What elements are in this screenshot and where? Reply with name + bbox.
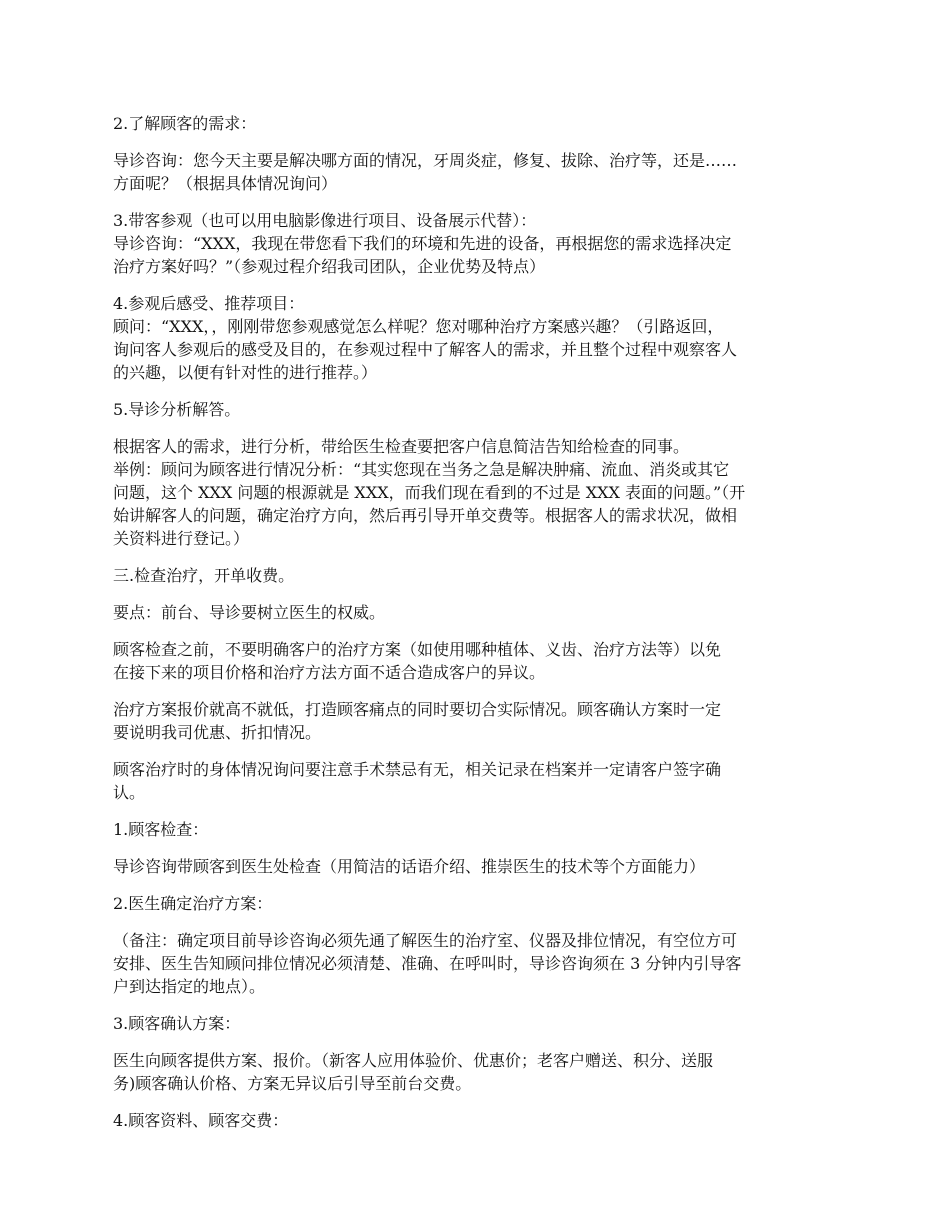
text-line: 5.导诊分析解答。 bbox=[113, 400, 241, 419]
text-line: 2.了解顾客的需求： bbox=[113, 114, 257, 133]
paragraph bbox=[113, 638, 840, 684]
paragraph bbox=[113, 1109, 840, 1132]
text-line: 4.顾客资料、顾客交费： bbox=[113, 1111, 289, 1130]
paragraph bbox=[113, 929, 840, 998]
text-line: 医生向顾客提供方案、报价。（新客人应用体验价、优惠价；老客户赠送、积分、送服 bbox=[113, 1051, 714, 1070]
text-line: （备注：确定项目前导诊咨询必须先通了解医生的治疗室、仪器及排位情况，有空位方可 bbox=[113, 931, 738, 950]
paragraph bbox=[113, 698, 840, 744]
document-page bbox=[113, 112, 840, 1146]
paragraph bbox=[113, 855, 840, 878]
text-line: 在接下来的项目价格和治疗方法方面不适合造成客户的异议。 bbox=[113, 663, 546, 682]
text-line: 务)顾客确认价格、方案无异议后引导至前台交费。 bbox=[113, 1074, 472, 1093]
text-line: 1.顾客检查： bbox=[113, 820, 209, 839]
text-line: 询问客人参观后的感受及目的，在参观过程中了解客人的需求，并且整个过程中观察客人 bbox=[113, 340, 738, 359]
paragraph bbox=[113, 1012, 840, 1035]
text-line: 问题，这个 XXX 问题的根源就是 XXX，而我们现在看到的不过是 XXX 表面的问题。”（开 bbox=[113, 483, 746, 502]
text-line: 顾问：“XXX，，刚刚带您参观感觉怎么样呢？您对哪种治疗方案感兴趣？（引路返回， bbox=[113, 317, 724, 336]
text-line: 认。 bbox=[113, 783, 146, 802]
text-line: 三.检查治疗，开单收费。 bbox=[113, 566, 295, 585]
text-line: 顾客治疗时的身体情况询问要注意手术禁忌有无，相关记录在档案并一定请客户签字确 bbox=[113, 760, 722, 779]
paragraph bbox=[113, 435, 840, 550]
text-line: 治疗方案报价就高不就低，打造顾客痛点的同时要切合实际情况。顾客确认方案时一定 bbox=[113, 700, 722, 719]
paragraph bbox=[113, 112, 840, 135]
text-line: 导诊咨询：您今天主要是解决哪方面的情况，牙周炎症，修复、拔除、治疗等，还是…… bbox=[113, 151, 738, 170]
paragraph bbox=[113, 1049, 840, 1095]
text-line: 户到达指定的地点）。 bbox=[113, 977, 266, 996]
text-line: 要点：前台、导诊要树立医生的权威。 bbox=[113, 603, 386, 622]
text-line: 方面呢？（根据具体情况询问） bbox=[113, 174, 338, 193]
text-line: 举例：顾问为顾客进行情况分析：“其实您现在当务之急是解决肿痛、流血、消炎或其它 bbox=[113, 460, 730, 479]
paragraph bbox=[113, 209, 840, 278]
paragraph bbox=[113, 601, 840, 624]
paragraph bbox=[113, 892, 840, 915]
paragraph bbox=[113, 292, 840, 384]
paragraph bbox=[113, 564, 840, 587]
paragraph bbox=[113, 758, 840, 804]
text-line: 要说明我司优惠、折扣情况。 bbox=[113, 723, 322, 742]
text-line: 安排、医生告知顾问排位情况必须清楚、准确、在呼叫时，导诊咨询须在 3 分钟内引导客 bbox=[113, 954, 742, 973]
paragraph bbox=[113, 398, 840, 421]
text-line: 根据客人的需求，进行分析，带给医生检查要把客户信息简洁告知给检查的同事。 bbox=[113, 437, 690, 456]
text-line: 4.参观后感受、推荐项目： bbox=[113, 294, 305, 313]
paragraph bbox=[113, 149, 840, 195]
text-line: 治疗方案好吗？”（参观过程介绍我司团队，企业优势及特点） bbox=[113, 257, 546, 276]
text-line: 导诊咨询：“XXX，我现在带您看下我们的环境和先进的设备，再根据您的需求选择决定 bbox=[113, 234, 732, 253]
text-line: 始讲解客人的问题，确定治疗方向，然后再引导开单交费等。根据客人的需求状况，做相 bbox=[113, 506, 738, 525]
text-line: 2.医生确定治疗方案： bbox=[113, 894, 273, 913]
text-line: 导诊咨询带顾客到医生处检查（用简洁的话语介绍、推崇医生的技术等个方面能力） bbox=[113, 857, 706, 876]
text-line: 的兴趣，以便有针对性的进行推荐。） bbox=[113, 363, 378, 382]
paragraph bbox=[113, 818, 840, 841]
text-line: 3.带客参观（也可以用电脑影像进行项目、设备展示代替）： bbox=[113, 211, 537, 230]
text-line: 3.顾客确认方案： bbox=[113, 1014, 241, 1033]
text-line: 关资料进行登记。） bbox=[113, 529, 250, 548]
text-line: 顾客检查之前，不要明确客户的治疗方案（如使用哪种植体、义齿、治疗方法等）以免 bbox=[113, 640, 722, 659]
